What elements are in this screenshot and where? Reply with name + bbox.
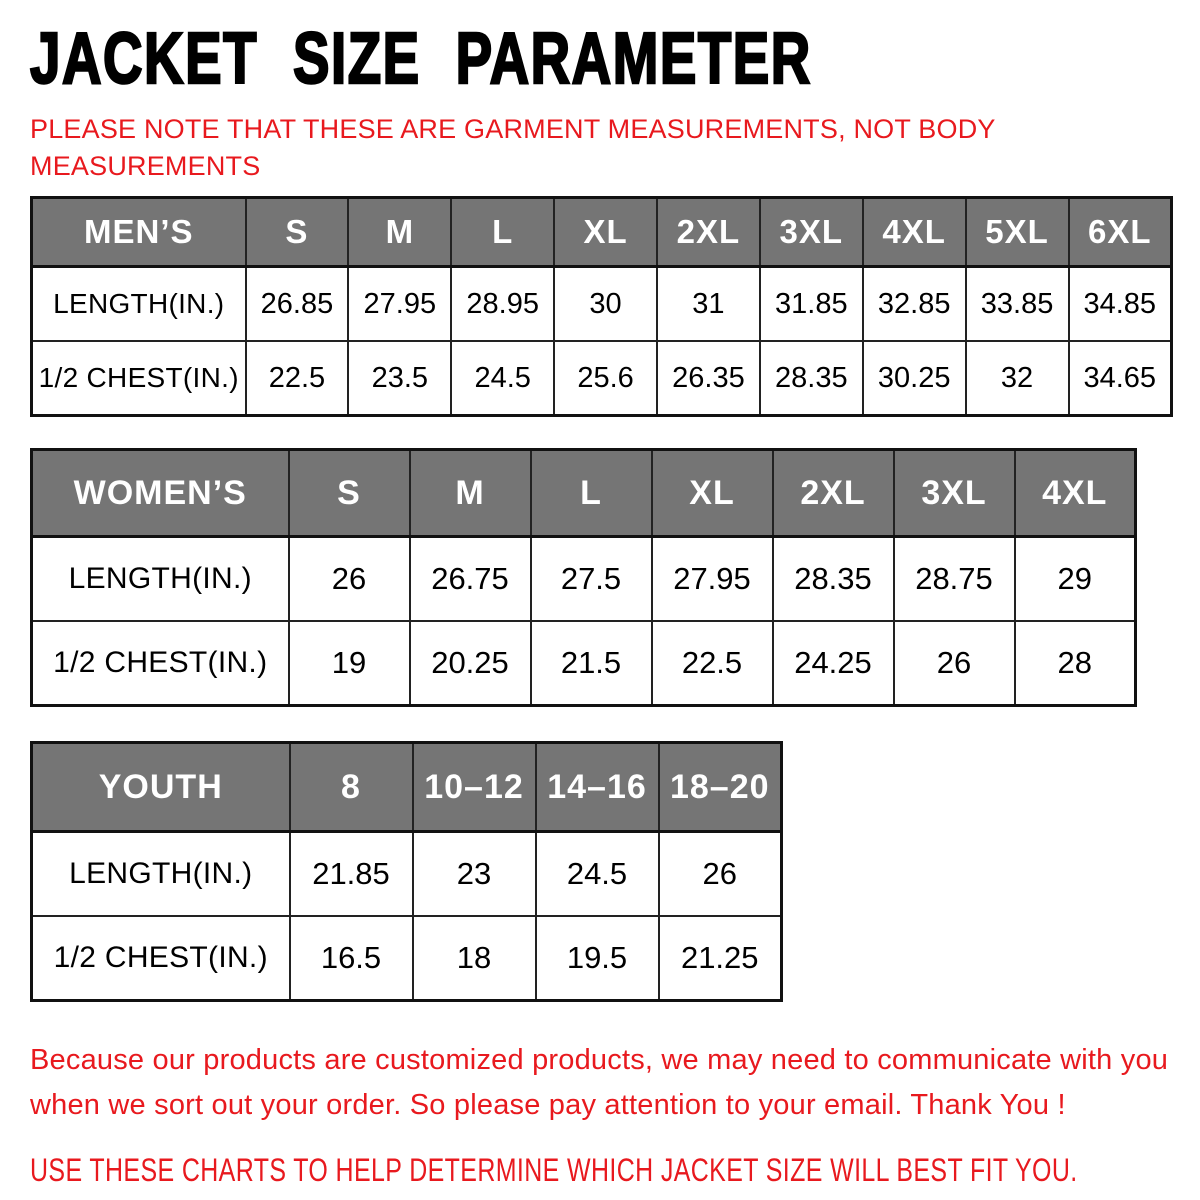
group-header-cell: YOUTH [32, 743, 290, 832]
measurement-value-cell: 23 [413, 832, 536, 917]
measurement-value-cell: 28.95 [451, 267, 554, 342]
measurement-value-cell: 24.5 [536, 832, 659, 917]
notice-line-2: when we sort out your order. So please pay attention to your email. Thank You ! [30, 1089, 1066, 1122]
note-line-2: MEASUREMENTS [30, 151, 261, 182]
size-header-cell: 3XL [894, 450, 1015, 537]
page-title: JACKET SIZE PARAMETER [30, 19, 812, 99]
measurement-value-cell: 26.35 [657, 341, 760, 416]
measurement-value-cell: 32 [966, 341, 1069, 416]
size-header-cell: S [289, 450, 410, 537]
row-label-cell: 1/2 CHEST(IN.) [32, 341, 246, 416]
row-label-cell: 1/2 CHEST(IN.) [32, 621, 289, 706]
size-header-cell: 18–20 [659, 743, 782, 832]
measurement-value-cell: 21.25 [659, 916, 782, 1001]
measurement-value-cell: 26 [289, 537, 410, 622]
row-label-cell: 1/2 CHEST(IN.) [32, 916, 290, 1001]
youth-size-table [30, 741, 1172, 1002]
measurement-value-cell: 21.5 [531, 621, 652, 706]
measurement-value-cell: 20.25 [410, 621, 531, 706]
size-header-cell: 6XL [1069, 198, 1172, 267]
size-header-cell: M [348, 198, 451, 267]
size-header-cell: L [451, 198, 554, 267]
size-header-cell: M [410, 450, 531, 537]
measurement-value-cell: 33.85 [966, 267, 1069, 342]
size-header-cell: S [246, 198, 349, 267]
row-label-cell: LENGTH(IN.) [32, 832, 290, 917]
size-table [30, 448, 1137, 707]
measurement-value-cell: 25.6 [554, 341, 657, 416]
size-header-cell: 2XL [773, 450, 894, 537]
measurement-value-cell: 27.95 [348, 267, 451, 342]
measurement-value-cell: 29 [1015, 537, 1136, 622]
measurement-value-cell: 19 [289, 621, 410, 706]
measurement-value-cell: 19.5 [536, 916, 659, 1001]
size-header-cell: 2XL [657, 198, 760, 267]
group-header-cell: MEN’S [32, 198, 246, 267]
measurement-value-cell: 28.35 [773, 537, 894, 622]
size-header-cell: 4XL [863, 198, 966, 267]
measurement-value-cell: 30 [554, 267, 657, 342]
size-header-cell: 8 [290, 743, 413, 832]
row-label-cell: LENGTH(IN.) [32, 267, 246, 342]
mens-size-table [30, 196, 1172, 417]
size-header-cell: 10–12 [413, 743, 536, 832]
size-header-cell: L [531, 450, 652, 537]
measurement-value-cell: 16.5 [290, 916, 413, 1001]
measurement-value-cell: 30.25 [863, 341, 966, 416]
measurement-value-cell: 26 [894, 621, 1015, 706]
measurement-value-cell: 23.5 [348, 341, 451, 416]
notice-line-1: Because our products are customized products, we may need to communicate with you [30, 1044, 1169, 1077]
measurement-value-cell: 34.65 [1069, 341, 1172, 416]
size-header-cell: 3XL [760, 198, 863, 267]
measurement-value-cell: 31.85 [760, 267, 863, 342]
size-table [30, 741, 783, 1002]
measurement-value-cell: 28.75 [894, 537, 1015, 622]
size-header-cell: XL [554, 198, 657, 267]
measurement-value-cell: 26 [659, 832, 782, 917]
size-header-cell: 14–16 [536, 743, 659, 832]
measurement-value-cell: 32.85 [863, 267, 966, 342]
measurement-value-cell: 18 [413, 916, 536, 1001]
measurement-value-cell: 26.75 [410, 537, 531, 622]
measurement-value-cell: 24.5 [451, 341, 554, 416]
fit-guidance-caption: USE THESE CHARTS TO HELP DETERMINE WHICH JACKET SIZE WILL BEST FIT YOU. [30, 1152, 1078, 1189]
measurement-value-cell: 34.85 [1069, 267, 1172, 342]
measurement-value-cell: 27.95 [652, 537, 773, 622]
womens-size-table [30, 448, 1172, 707]
measurement-value-cell: 31 [657, 267, 760, 342]
size-header-cell: XL [652, 450, 773, 537]
customization-notice [30, 1038, 1172, 1128]
measurement-value-cell: 24.25 [773, 621, 894, 706]
measurement-value-cell: 22.5 [246, 341, 349, 416]
size-header-cell: 5XL [966, 198, 1069, 267]
size-table [30, 196, 1173, 417]
measurement-value-cell: 27.5 [531, 537, 652, 622]
measurement-value-cell: 26.85 [246, 267, 349, 342]
garment-measurement-note [30, 111, 1172, 187]
note-line-1: PLEASE NOTE THAT THESE ARE GARMENT MEASUREMENTS, NOT BODY [30, 113, 996, 144]
row-label-cell: LENGTH(IN.) [32, 537, 289, 622]
measurement-value-cell: 28.35 [760, 341, 863, 416]
measurement-value-cell: 28 [1015, 621, 1136, 706]
measurement-value-cell: 22.5 [652, 621, 773, 706]
measurement-value-cell: 21.85 [290, 832, 413, 917]
size-header-cell: 4XL [1015, 450, 1136, 537]
group-header-cell: WOMEN’S [32, 450, 289, 537]
